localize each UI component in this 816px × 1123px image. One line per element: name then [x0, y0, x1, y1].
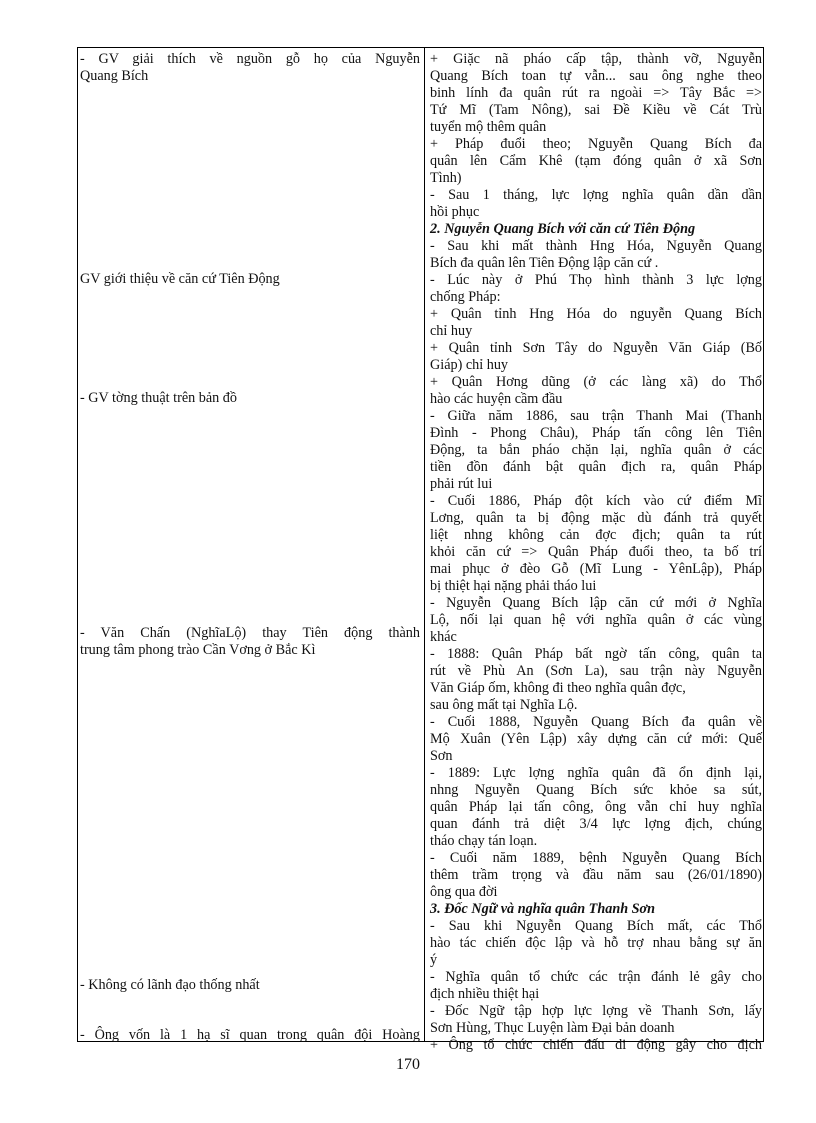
- right-line: Tứ Mĩ (Tam Nông), sai Đề Kiều về Cát Trù: [430, 102, 762, 118]
- right-line: - Cuối năm 1889, bệnh Nguyễn Quang Bích: [430, 850, 762, 866]
- right-line: phải rút lui: [430, 476, 493, 492]
- right-line: + Quân Hơng dũng (ở các làng xã) do Thổ: [430, 374, 762, 390]
- right-line: Quang Bích toan tự vẫn... sau ông nghe theo: [430, 68, 762, 84]
- right-line: thêm trầm trọng và đầu năm sau (26/01/1890): [430, 867, 762, 883]
- right-line: bị thiệt hại nặng phải tháo lui: [430, 578, 597, 594]
- section-heading: 2. Nguyễn Quang Bích với căn cứ Tiên Động: [430, 221, 696, 237]
- right-line: - Nghĩa quân tổ chức các trận đánh lẻ gây cho: [430, 969, 762, 985]
- right-line: chỉ huy: [430, 323, 473, 339]
- right-line: - Nguyễn Quang Bích lập căn cứ mới ở Nghĩa: [430, 595, 762, 611]
- right-line: - Cuối 1888, Nguyễn Quang Bích đa quân về: [430, 714, 762, 730]
- right-line: rút về Phù An (Sơn La), sau trận này Nguyễn: [430, 663, 762, 679]
- right-line: + Giặc nã pháo cấp tập, thành vỡ, Nguyễn: [430, 51, 762, 67]
- right-line: khác: [430, 629, 457, 645]
- right-line: quân Pháp lại tấn công, ông vẫn chỉ huy nghĩa: [430, 799, 762, 815]
- right-line: hào tác chiến độc lập và hỗ trợ nhau bằng sự ăn: [430, 935, 762, 951]
- right-line: hào các huyện cầm đầu: [430, 391, 563, 407]
- right-line: ý: [430, 952, 438, 968]
- left-line: Quang Bích: [80, 68, 149, 84]
- right-line: Bích đa quân lên Tiên Động lập căn cứ .: [430, 255, 659, 271]
- left-line: - Không có lãnh đạo thống nhất: [80, 977, 260, 993]
- left-line: - GV tờng thuật trên bản đồ: [80, 390, 237, 406]
- right-line: hồi phục: [430, 204, 480, 220]
- right-line: mai phục ở đèo Gỗ (Mĩ Lung - YênLập), Pháp: [430, 561, 762, 577]
- right-line: - Cuối 1886, Pháp đột kích vào cứ điểm Mĩ: [430, 493, 762, 509]
- right-line: Giáp) chỉ huy: [430, 357, 509, 373]
- right-line: tiền đồn đánh bật quân địch ra, quân Pháp: [430, 459, 762, 475]
- right-line: + Pháp đuổi theo; Nguyễn Quang Bích đa: [430, 136, 762, 152]
- left-line: GV giới thiệu về căn cứ Tiên Động: [80, 271, 280, 287]
- right-line: Đình - Phong Châu), Pháp tấn công lên Tiên: [430, 425, 762, 441]
- right-line: - Giữa năm 1886, sau trận Thanh Mai (Thanh: [430, 408, 762, 424]
- right-line: Lộ, nối lại quan hệ với nghĩa quân ở các vùng: [430, 612, 762, 628]
- left-line: - Văn Chấn (NghĩaLộ) thay Tiên động thành: [80, 625, 420, 641]
- right-line: quân lên Cẩm Khê (tạm đóng quân ở xã Sơn: [430, 153, 762, 169]
- right-line: quan đánh trả diệt 3/4 lực lợng địch, chúng: [430, 816, 762, 832]
- right-line: tháo chạy tán loạn.: [430, 833, 538, 849]
- right-line: - Sau khi Nguyễn Quang Bích mất, các Thổ: [430, 918, 762, 934]
- right-line: - Sau khi mất thành Hng Hóa, Nguyễn Quang: [430, 238, 762, 254]
- right-line: khỏi căn cứ => Quân Pháp đuổi theo, ta bố trí: [430, 544, 762, 560]
- right-line: + Quân tỉnh Sơn Tây do Nguyễn Văn Giáp (Bố: [430, 340, 762, 356]
- right-line: nhng Nguyễn Quang Bích sức khỏe sa sút,: [430, 782, 762, 798]
- right-line: Lơng, quân ta bị động mặc dù đánh trả quyết: [430, 510, 762, 526]
- right-line: - Đốc Ngữ tập hợp lực lợng về Thanh Sơn, lấy: [430, 1003, 762, 1019]
- left-line: trung tâm phong trào Cần Vơng ở Bắc Kì: [80, 642, 316, 658]
- right-line: - Lúc này ở Phú Thọ hình thành 3 lực lợng: [430, 272, 762, 288]
- right-line: liệt nhng không cản đợc địch; quân ta rút: [430, 527, 762, 543]
- right-line: - Sau 1 tháng, lực lợng nghĩa quân dần dần: [430, 187, 762, 203]
- right-line: ông qua đời: [430, 884, 498, 900]
- right-line: tuyển mộ thêm quân: [430, 119, 547, 135]
- left-line: - Ông vốn là 1 hạ sĩ quan trong quân đội Hoàng: [80, 1027, 420, 1043]
- right-line: địch nhiều thiệt hại: [430, 986, 540, 1002]
- right-line: Sơn Hùng, Thục Luyện làm Đại bản doanh: [430, 1020, 675, 1036]
- content-table: [77, 47, 764, 1053]
- right-line: Mộ Xuân (Yên Lập) xây dựng căn cứ mới: Quế: [430, 731, 762, 747]
- column-divider: [424, 48, 425, 1041]
- right-line: sau ông mất tại Nghĩa Lộ.: [430, 697, 578, 713]
- right-line: binh lính đa quân rút ra ngoài => Tây Bắc =>: [430, 85, 762, 101]
- right-line: - 1889: Lực lợng nghĩa quân đã ổn định lại,: [430, 765, 762, 781]
- right-line: Động, ta bắn pháo chặn lại, nghĩa quân ở các: [430, 442, 762, 458]
- right-line: chống Pháp:: [430, 289, 501, 305]
- right-line: Tình): [430, 170, 462, 186]
- right-line: + Ông tổ chức chiến đấu di động gây cho địch: [430, 1037, 762, 1053]
- page-number: 170: [396, 1056, 420, 1073]
- section-heading: 3. Đốc Ngữ và nghĩa quân Thanh Sơn: [430, 901, 656, 917]
- right-line: + Quân tỉnh Hng Hóa do nguyễn Quang Bích: [430, 306, 762, 322]
- right-line: Văn Giáp ốm, không đi theo nghĩa quân đợc,: [430, 680, 686, 696]
- right-line: - 1888: Quân Pháp bất ngờ tấn công, quân ta: [430, 646, 762, 662]
- left-line: - GV giải thích về nguồn gỗ họ của Nguyễn: [80, 51, 420, 67]
- right-line: Sơn: [430, 748, 453, 764]
